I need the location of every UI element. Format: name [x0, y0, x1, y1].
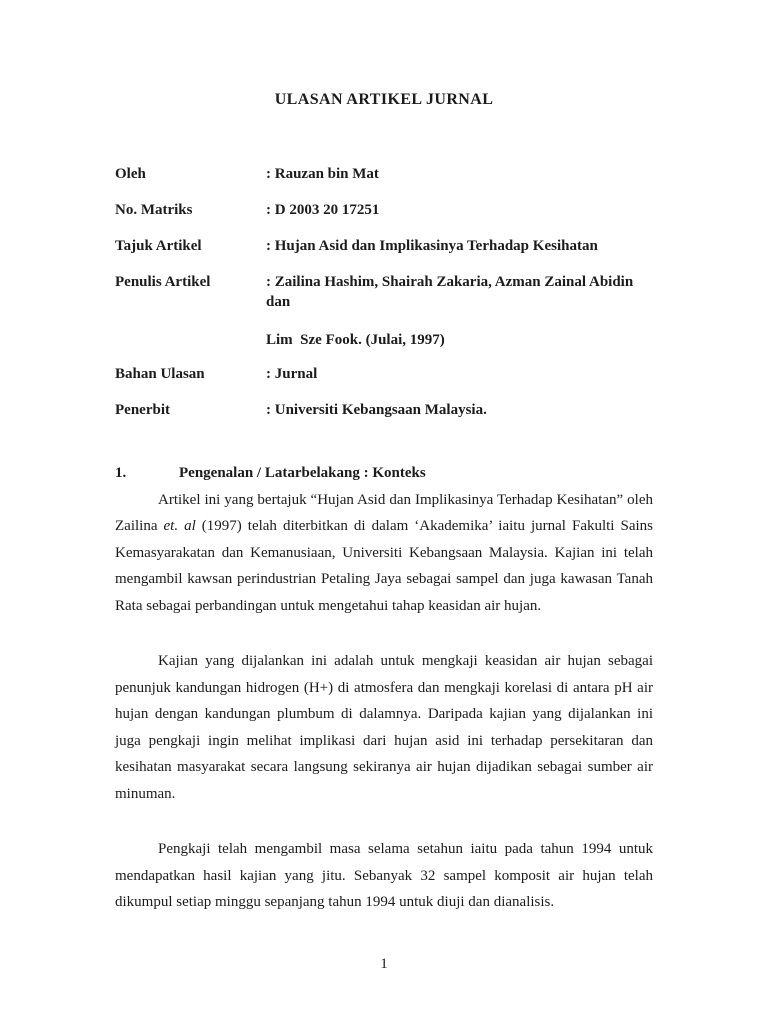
italic-text: et. al — [163, 518, 196, 534]
metadata-label — [115, 330, 266, 350]
metadata-label: Bahan Ulasan — [115, 366, 205, 382]
section-title: Pengenalan / Latarbelakang : Konteks — [179, 465, 426, 481]
paragraph — [115, 648, 653, 807]
section-heading — [115, 460, 653, 487]
metadata-row — [115, 272, 653, 312]
metadata-value: : Zailina Hashim, Shairah Zakaria, Azman Zainal Abidin dan — [266, 274, 634, 310]
metadata-row — [115, 364, 653, 384]
metadata-value: : D 2003 20 17251 — [266, 202, 380, 218]
body-paragraphs — [115, 487, 653, 916]
metadata-label: No. Matriks — [115, 202, 193, 218]
metadata-value: : Universiti Kebangsaan Malaysia. — [266, 402, 487, 418]
metadata-row — [115, 236, 653, 256]
page-number: 1 — [380, 956, 388, 972]
main-content — [115, 460, 653, 945]
page-title: ULASAN ARTIKEL JURNAL — [274, 91, 494, 108]
paragraph-text: (1997) telah diterbitkan di dalam ‘Akademika’ iaitu jurnal Fakulti Sains Kemasyarakatan dan Kemanusiaan, Universiti Kebangsaan Malaysia. Kajian ini telah mengambil kawsan perindustrian Petaling Jaya sebagai sampel dan juga kawasan Tanah Rata sebagai perbandingan untuk mengetahui tahap keasidan air hujan. — [115, 518, 653, 614]
metadata-label: Penulis Artikel — [115, 274, 211, 290]
metadata-value: : Hujan Asid dan Implikasinya Terhadap Kesihatan — [266, 238, 598, 254]
paragraph — [115, 836, 653, 916]
metadata-value: : Rauzan bin Mat — [266, 166, 379, 182]
metadata-row — [115, 164, 653, 184]
paragraph-text: Artikel ini yang bertajuk “Hujan Asid dan Implikasinya Terhadap Kesihatan” oleh Zailina — [115, 491, 653, 534]
section-number: 1. — [115, 465, 127, 481]
metadata-label: Tajuk Artikel — [115, 238, 202, 254]
metadata-value: : Jurnal — [266, 366, 318, 382]
paragraph-text: Kajian yang dijalankan ini adalah untuk mengkaji keasidan air hujan sebagai penunjuk kandungan hidrogen (H+) di atmosfera dan mengkaji korelasi di antara pH air hujan dengan kandungan plumbum di dalamnya. Daripada kajian yang dijalankan ini juga pengkaji ingin melihat implikasi dari hujan asid ini terhadap persekitaran dan kesihatan masyarakat secara langsung sekiranya air hujan dijadikan sebagai sumber air minuman. — [115, 653, 653, 802]
metadata-block — [115, 164, 653, 436]
metadata-row — [115, 330, 653, 350]
paragraph-text: Pengkaji telah mengambil masa selama setahun iaitu pada tahun 1994 untuk mendapatkan hasil kajian yang jitu. Sebanyak 32 sampel komposit air hujan telah dikumpul setiap minggu sepanjang tahun 1994 untuk diuji dan dianalisis. — [115, 841, 653, 910]
paragraph — [115, 487, 653, 620]
metadata-row — [115, 200, 653, 220]
metadata-label: Penerbit — [115, 402, 170, 418]
metadata-label: Oleh — [115, 166, 146, 182]
metadata-row — [115, 400, 653, 420]
metadata-value: Lim Sze Fook. (Julai, 1997) — [266, 332, 445, 348]
